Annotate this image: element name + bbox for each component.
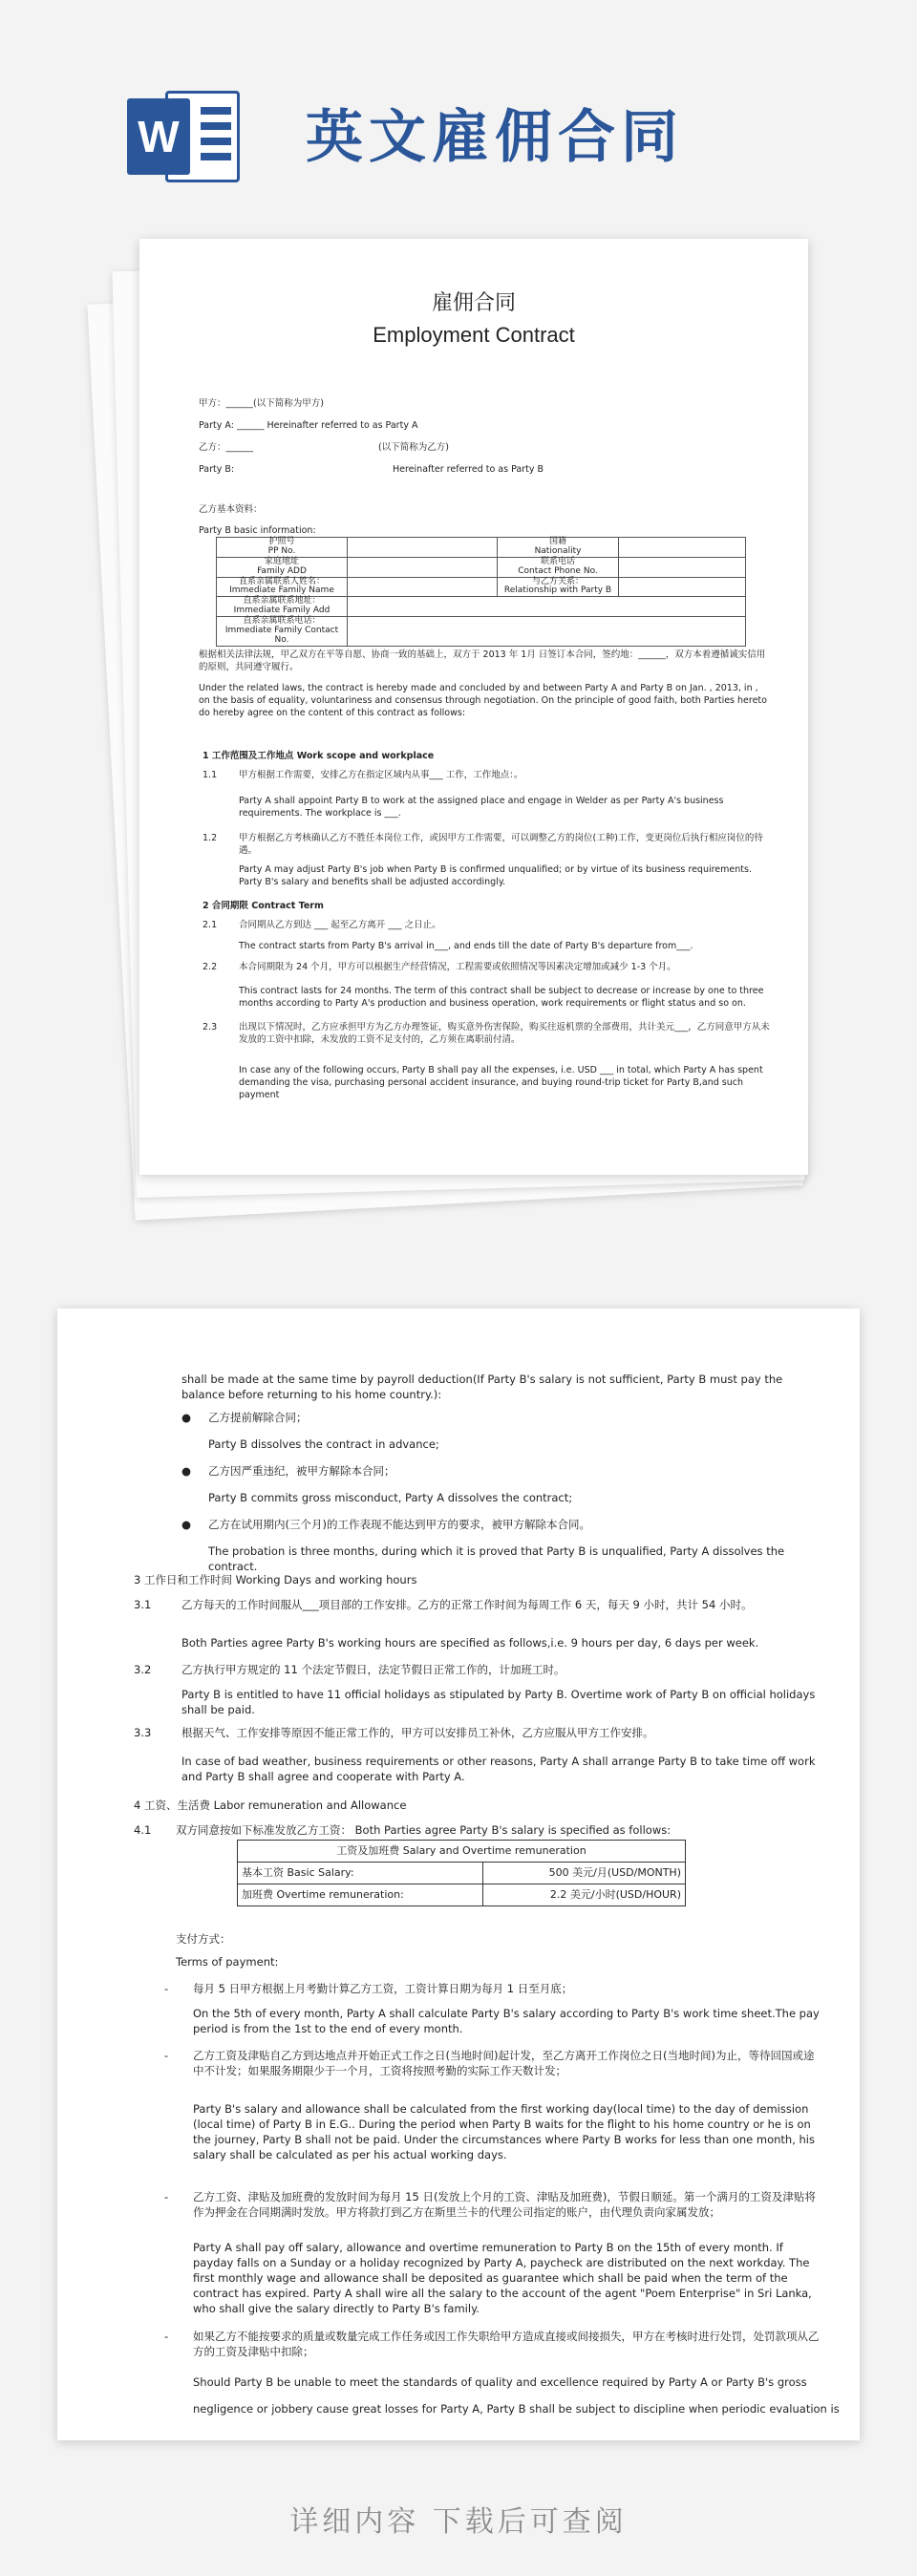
clause-number: 1.1 — [203, 770, 218, 780]
document-page-2 — [57, 1309, 860, 2440]
clause-number: 2.2 — [203, 962, 218, 972]
table-cell: 与乙方关系： Relationship with Party B — [498, 577, 619, 597]
table-row — [217, 617, 746, 647]
clause-number: 1.2 — [203, 833, 218, 843]
table-cell: 家庭地址 Family ADD — [217, 557, 348, 577]
table-cell: 基本工资 Basic Salary: — [238, 1863, 483, 1884]
table-cell: 护照号 PP No. — [217, 538, 348, 558]
clause-number: 4.1 — [134, 1823, 152, 1837]
clause-4-1: 双方同意按如下标准发放乙方工资： Both Parties agree Party B's salary is specified as follows: — [176, 1823, 672, 1837]
clause-number: 2.3 — [203, 1022, 218, 1033]
term-2-cn: 乙方工资及津贴自乙方到达地点并开始正式工作之日(当地时间)起计发，至乙方离开工作岗位之日(当地时间)为止，等待回国或途中不计发；如果服务期限少于一个月，工资将按照考勤的实际工作天数计发； — [193, 2049, 815, 2078]
table-row — [217, 577, 746, 597]
term-3-en: Party A shall pay off salary, allowance and overtime remuneration to Party B on the 15th of every month. If payday falls on a Sunday or a holiday recognized by Party A, paycheck are distributed on the next workday. The first monthly wage and allowance shall be deposited as guarantee which shall be paid when the term of the contract has expired. Party A shall wire all the salary to the account of the agent "Poem Enterprise" in Sri Lanka, who shall give the salary directly to Party B's family. — [193, 2241, 812, 2316]
banner — [0, 0, 917, 229]
section-2-heading: 2 合同期限 Contract Term — [203, 901, 324, 911]
term-4-cn: 如果乙方不能按要求的质量或数量完成工作任务或因工作失职给甲方造成直接或间接损失，甲方在考核时进行处罚，处罚款项从乙方的工资及津贴中扣除； — [193, 2330, 820, 2359]
clause-3-3-en: In case of bad weather, business requirements or other reasons, Party A shall arrange Party B to take time off work and Party B shall agree and cooperate with Party A. — [181, 1755, 816, 1784]
table-row — [217, 538, 746, 558]
table-row — [238, 1841, 686, 1863]
bullet-icon: ● — [181, 1518, 192, 1531]
dash-icon: - — [164, 2330, 169, 2343]
basic-info-table — [216, 537, 746, 647]
clause-2-2-cn: 本合同期限为 24 个月，甲方可以根据生产经营情况，工程需要或依照情况等因素决定增加或减少 1-3 个月。 — [239, 962, 676, 972]
party-a-cn: 甲方：______(以下简称为甲方) — [199, 398, 324, 409]
table-cell: 加班费 Overtime remuneration: — [238, 1884, 483, 1906]
payment-terms-cn: 支付方式： — [176, 1932, 231, 1946]
clause-2-3-en: In case any of the following occurs, Party B shall pay all the expenses, i.e. USD ___ in total, which Party A has spent demanding the visa, purchasing personal accident insurance, and buying round-trip ticket for Party B,and such payment — [239, 1065, 763, 1100]
bullet-1-en: Party B dissolves the contract in advance; — [208, 1437, 439, 1451]
table-row — [238, 1863, 686, 1884]
term-1-en: On the 5th of every month, Party A shall calculate Party B's salary according to Party B's work time sheet.The pay period is from the 1st to the end of every month. — [193, 2007, 820, 2036]
clause-2-1-cn: 合同期从乙方到达 ___ 起至乙方离开 ___ 之日止。 — [239, 920, 441, 930]
bullet-1-cn: 乙方提前解除合同； — [208, 1411, 308, 1424]
party-a-en: Party A: ______ Hereinafter referred to as Party A — [199, 420, 418, 431]
document-page-1 — [139, 239, 808, 1175]
table-cell: 2.2 美元/小时(USD/HOUR) — [483, 1884, 686, 1906]
dash-icon: - — [164, 2049, 169, 2062]
clause-2-3-cn: 出现以下情况时，乙方应承担甲方为乙方办理签证，购买意外伤害保险，购买往返机票的全部费用，共计美元___，乙方同意甲方从未发放的工资中扣除，未发放的工资不足支付的，乙方须在离职前付清。 — [239, 1022, 770, 1045]
bullet-icon: ● — [181, 1464, 192, 1478]
term-1-cn: 每月 5 日甲方根据上月考勤计算乙方工资，工资计算日期为每月 1 日至月底； — [193, 1982, 573, 1995]
clause-1-1-en: Party A shall appoint Party B to work at the assigned place and engage in Welder as per Party A's business requirements. The workplace is ___. — [239, 796, 724, 819]
table-cell — [619, 557, 746, 577]
doc-title-cn: 雇佣合同 — [431, 291, 516, 315]
party-b-cn-note: (以下简称为乙方) — [378, 442, 449, 453]
dash-icon: - — [164, 1982, 169, 1995]
clause-2-1-en: The contract starts from Party B's arrival in___, and ends till the date of Party B's departure from___. — [239, 941, 693, 951]
table-cell — [348, 617, 746, 647]
table-cell: 直系亲属联系人姓名： Immediate Family Name — [217, 577, 348, 597]
term-3-cn: 乙方工资、津贴及加班费的发放时间为每月 15 日(发放上个月的工资、津贴及加班费)，节假日顺延。第一个满月的工资及津贴将作为押金在合同期满时发放。甲方将款打到乙方在斯里兰卡的代理公司指定的账户，由代理负责向家属发放； — [193, 2190, 816, 2220]
clause-number: 3.2 — [134, 1663, 152, 1676]
table-cell: 联系电话 Contact Phone No. — [498, 557, 619, 577]
clause-1-2-en: Party A may adjust Party B's job when Party B is confirmed unqualified; or by virtue of its business requirements. Party B's salary and benefits shall be adjusted accordingly. — [239, 864, 752, 887]
party-b-cn: 乙方：______ — [199, 442, 254, 453]
clause-3-1-en: Both Parties agree Party B's working hours are specified as follows,i.e. 9 hours per day, 6 days per week. — [181, 1636, 759, 1650]
clause-3-3-cn: 根据天气、工作安排等原因不能正常工作的，甲方可以安排员工补休，乙方应服从甲方工作安排。 — [181, 1726, 654, 1739]
section-3-heading: 3 工作日和工作时间 Working Days and working hours — [134, 1573, 417, 1586]
bullet-2-cn: 乙方因严重违纪，被甲方解除本合同； — [208, 1464, 395, 1478]
party-b-en: Party B: — [199, 464, 235, 475]
bullet-3-cn: 乙方在试用期内(三个月)的工作表现不能达到甲方的要求，被甲方解除本合同。 — [208, 1518, 590, 1531]
payment-terms-en: Terms of payment: — [176, 1955, 279, 1969]
table-row — [217, 597, 746, 617]
section-4-heading: 4 工资、生活费 Labor remuneration and Allowance — [134, 1799, 407, 1812]
party-b-en-note: Hereinafter referred to as Party B — [393, 464, 544, 475]
table-cell: 国籍 Nationality — [498, 538, 619, 558]
clause-1-2-cn: 甲方根据乙方考核确认乙方不胜任本岗位工作，或因甲方工作需要，可以调整乙方的岗位(工种)工作，变更岗位后执行相应岗位的待遇。 — [239, 833, 763, 856]
table-row — [238, 1884, 686, 1906]
term-4-en-line-2: negligence or jobbery cause great losses for Party A, Party B shall be subject to discipline when periodic evaluation is — [193, 2402, 840, 2416]
bullet-icon: ● — [181, 1411, 192, 1424]
basic-info-cn: 乙方基本资料： — [199, 504, 263, 515]
banner-title: 英文雇佣合同 — [306, 104, 684, 171]
intro-cn: 根据相关法律法规，甲乙双方在平等自愿、协商一致的基础上，双方于 2013 年 1月 日签订本合同，签约地：______，双方本着遵循诚实信用的原则，共同遵守履行。 — [199, 649, 766, 672]
table-row — [217, 557, 746, 577]
table-cell — [348, 577, 498, 597]
clause-number: 3.1 — [134, 1598, 152, 1611]
basic-info-en: Party B basic information: — [199, 525, 316, 536]
continuation-text: shall be made at the same time by payroll deduction(If Party B's salary is not sufficient, Party B must pay the balance before returning to his home country.): — [181, 1373, 783, 1402]
doc-title-en: Employment Contract — [373, 323, 575, 347]
clause-number: 2.1 — [203, 920, 218, 930]
clause-1-1-cn: 甲方根据工作需要，安排乙方在指定区域内从事___ 工作，工作地点：。 — [239, 770, 523, 780]
intro-en: Under the related laws, the contract is hereby made and concluded by and between Party A and Party B on Jan. , 2013, in , on the basis of equality, voluntariness and consensus through negotiation. On the principle of good faith, both Parties hereto do hereby agree on the content of this contract as follows: — [199, 683, 767, 718]
table-cell — [619, 577, 746, 597]
clause-3-1-cn: 乙方每天的工作时间服从___项目部的工作安排。乙方的正常工作时间为每周工作 6 天，每天 9 小时，共计 54 小时。 — [181, 1598, 753, 1611]
term-4-en-line-1: Should Party B be unable to meet the standards of quality and excellence required by Party A or Party B's gross — [193, 2375, 807, 2389]
table-header: 工资及加班费 Salary and Overtime remuneration — [238, 1841, 686, 1863]
table-cell — [348, 557, 498, 577]
download-hint: 详细内容 下载后可查阅 — [289, 2505, 628, 2539]
table-cell: 500 美元/月(USD/MONTH) — [483, 1863, 686, 1884]
table-cell: 直系亲属联系电话： Immediate Family Contact No. — [217, 617, 348, 647]
table-cell — [348, 597, 746, 617]
clause-number: 3.3 — [134, 1726, 152, 1739]
word-document-icon: W — [127, 91, 240, 182]
clause-3-2-cn: 乙方执行甲方规定的 11 个法定节假日，法定节假日正常工作的，计加班工时。 — [181, 1663, 565, 1676]
salary-table — [237, 1840, 686, 1906]
table-cell — [619, 538, 746, 558]
clause-2-2-en: This contract lasts for 24 months. The term of this contract shall be subject to decrease or increase by one to three months according to Party A's production and business operation, work requirements or flight status and so on. — [239, 986, 764, 1009]
table-cell — [348, 538, 498, 558]
section-1-heading: 1 工作范围及工作地点 Work scope and workplace — [203, 751, 435, 761]
bullet-2-en: Party B commits gross misconduct, Party A dissolves the contract; — [208, 1491, 573, 1504]
term-2-en: Party B's salary and allowance shall be calculated from the first working day(local time) to the day of demission (local time) of Party B in E.G.. During the period when Party B waits for the flight to his home country or he is on the journey, Party B shall not be paid. Under the circumstances where Party B works for less than one month, his salary shall be calculated as per his actual working days. — [193, 2102, 815, 2162]
dash-icon: - — [164, 2190, 169, 2203]
table-cell: 直系亲属联系地址： Immediate Family Add — [217, 597, 348, 617]
bullet-3-en: The probation is three months, during which it is proved that Party B is unqualified, Party A dissolves the contract. — [208, 1544, 785, 1574]
clause-3-2-en: Party B is entitled to have 11 official holidays as stipulated by Party B. Overtime work of Party B on official holidays shall be paid. — [181, 1688, 816, 1717]
